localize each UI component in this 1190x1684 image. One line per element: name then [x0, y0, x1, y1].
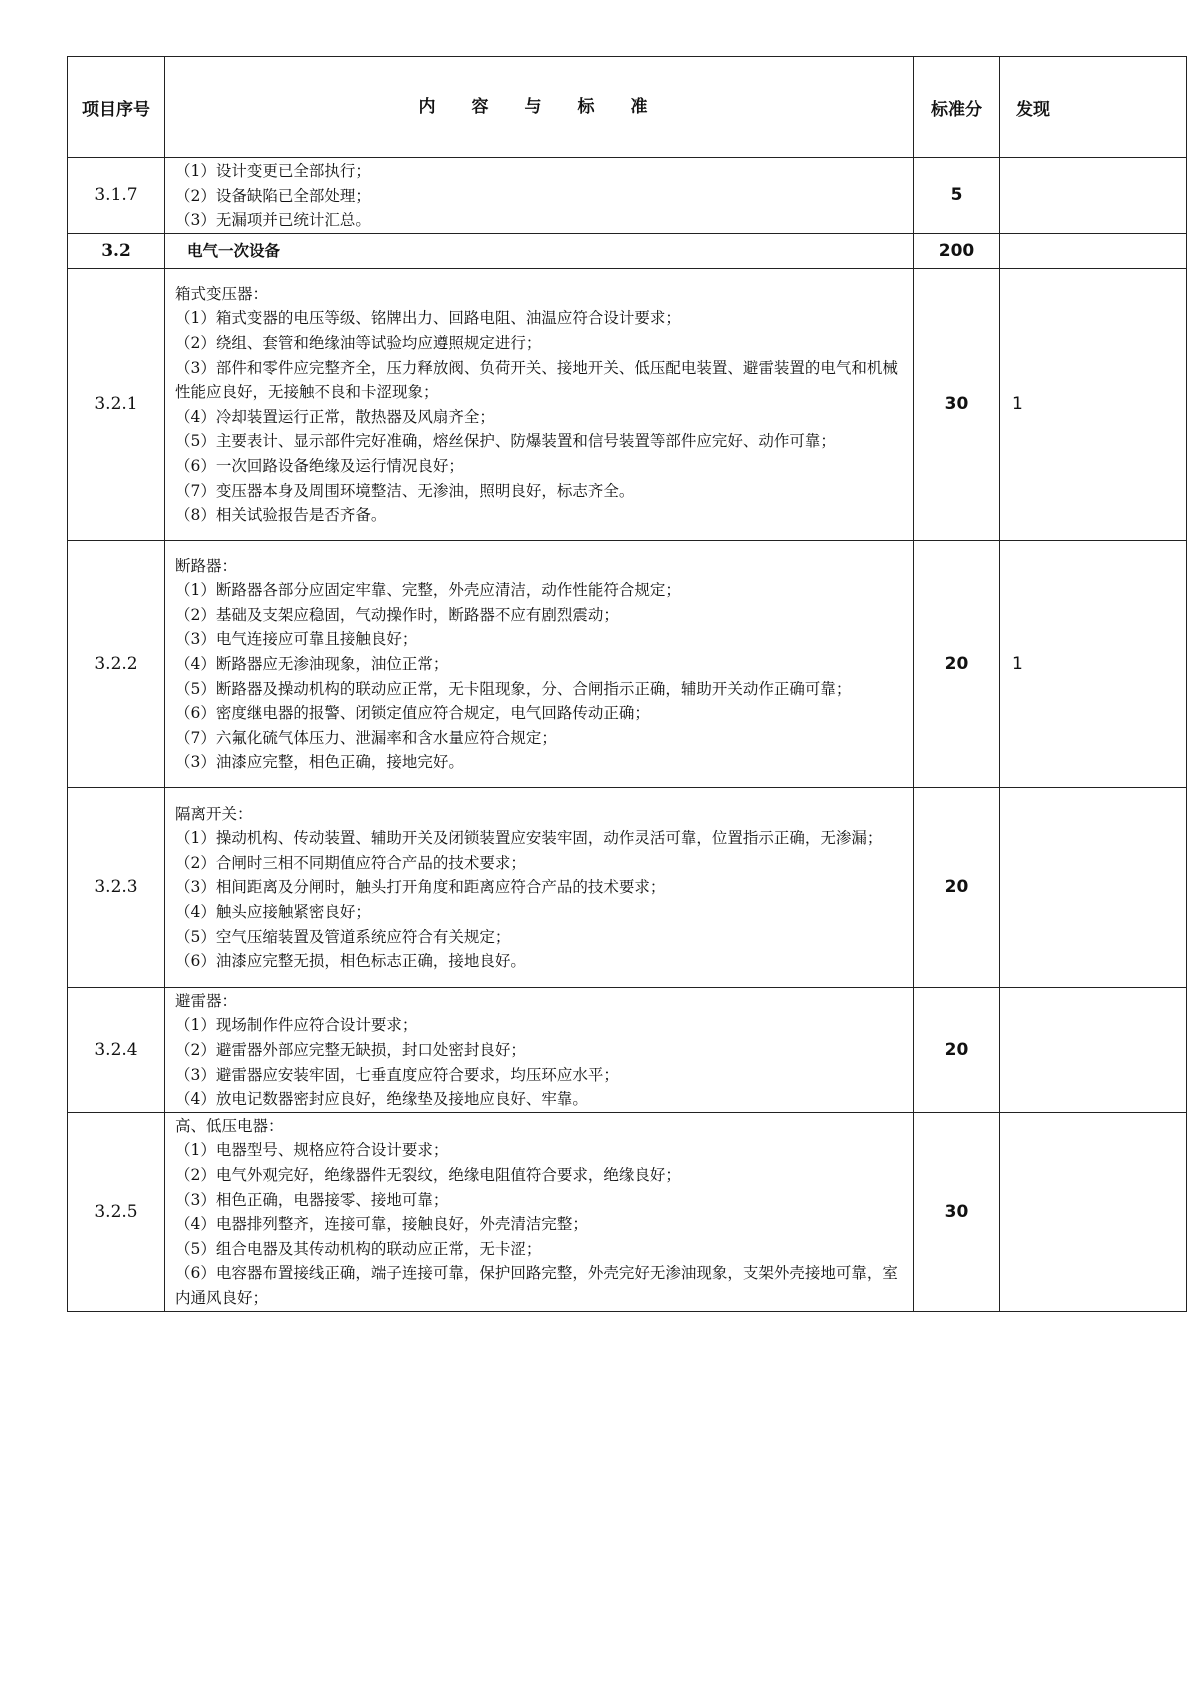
content-line: （5）空气压缩装置及管道系统应符合有关规定；: [175, 927, 511, 946]
content-line: 隔离开关：: [175, 804, 253, 823]
content-line: （5）主要表计、显示部件完好准确，熔丝保护、防爆装置和信号装置等部件应完好、动作可靠；: [175, 432, 836, 451]
item-number-cell: 3.2.4: [68, 987, 165, 1112]
content-cell: [165, 268, 914, 540]
content-cell: [165, 1112, 914, 1311]
content-line: （8）相关试验报告是否齐备。: [175, 506, 387, 525]
content-line: （5）组合电器及其传动机构的联动应正常，无卡涩；: [175, 1239, 542, 1258]
content-line: （2）避雷器外部应完整无缺损，封口处密封良好；: [175, 1040, 526, 1059]
table-row: [68, 158, 1187, 234]
content-line: （3）避雷器应安装牢固，七垂直度应符合要求，均压环应水平；: [175, 1065, 619, 1084]
content-line: （1）箱式变器的电压等级、铭牌出力、回路电阻、油温应符合设计要求；: [175, 309, 681, 328]
table-body: [68, 158, 1187, 1312]
table-row: [68, 787, 1187, 987]
table-row: [68, 987, 1187, 1112]
content-line: 避雷器：: [175, 991, 238, 1010]
table-row: [68, 1112, 1187, 1311]
content-line: （7）六氟化硫气体压力、泄漏率和含水量应符合规定；: [175, 728, 557, 747]
found-cell: 1: [1000, 540, 1187, 787]
item-number-cell: 3.2.2: [68, 540, 165, 787]
content-cell: [165, 787, 914, 987]
content-line: （1）电器型号、规格应符合设计要求；: [175, 1141, 449, 1160]
item-number-cell: 3.2.1: [68, 268, 165, 540]
item-number-cell: 3.2: [68, 233, 165, 268]
content-line: 高、低压电器：: [175, 1116, 284, 1135]
content-line: （6）一次回路设备绝缘及运行情况良好；: [175, 456, 464, 475]
content-cell: [165, 233, 914, 268]
content-line: （7）变压器本身及周围环境整洁、无渗油，照明良好，标志齐全。: [175, 481, 635, 500]
content-line: （4）断路器应无渗油现象，油位正常；: [175, 654, 449, 673]
inspection-table: [67, 56, 1187, 1312]
content-line: （4）电器排列整齐，连接可靠，接触良好，外壳清洁完整；: [175, 1215, 588, 1234]
section-row: [68, 233, 1187, 268]
found-cell: [1000, 158, 1187, 234]
content-line: （1）现场制作件应符合设计要求；: [175, 1016, 418, 1035]
content-line: 箱式变压器：: [175, 284, 269, 303]
item-number-cell: 3.2.5: [68, 1112, 165, 1311]
content-line: （3）部件和零件应完整齐全，压力释放阀、负荷开关、接地开关、低压配电装置、避雷装置的电气和机械性能应良好，无接触不良和卡涩现象；: [175, 358, 898, 402]
content-line: （3）油漆应完整，相色正确，接地完好。: [175, 753, 464, 772]
item-number-cell: 3.2.3: [68, 787, 165, 987]
inspection-table-sheet: [67, 56, 1050, 1318]
content-line: 电气一次设备: [187, 241, 281, 260]
content-line: （2）绕组、套管和绝缘油等试验均应遵照规定进行；: [175, 334, 542, 352]
content-line: （1）断路器各部分应固定牢靠、完整，外壳应清洁，动作性能符合规定；: [175, 581, 681, 600]
content-line: （1）设计变更已全部执行；: [175, 162, 371, 180]
content-line: （2）合闸时三相不同期值应符合产品的技术要求；: [175, 853, 526, 872]
content-line: （6）电容器布置接线正确，端子连接可靠，保护回路完整，外壳完好无渗油现象，支架外壳接地可靠，室内通风良好；: [175, 1264, 898, 1307]
standard-score-cell: 20: [914, 787, 1000, 987]
found-cell: [1000, 1112, 1187, 1311]
table-row: [68, 540, 1187, 787]
standard-score-cell: 5: [914, 158, 1000, 234]
content-line: （4）触头应接触紧密良好；: [175, 903, 371, 922]
content-line: （2）基础及支架应稳固，气动操作时，断路器不应有剧烈震动；: [175, 605, 619, 624]
table-header-row: [68, 57, 1187, 158]
content-line: （2）电气外观完好，绝缘器件无裂纹，绝缘电阻值符合要求，绝缘良好；: [175, 1165, 681, 1184]
content-line: 断路器：: [175, 556, 238, 575]
table-row: [68, 268, 1187, 540]
content-line: （3）无漏项并已统计汇总。: [175, 211, 371, 230]
header-content: 内容与标准: [165, 57, 914, 158]
standard-score-cell: 200: [914, 233, 1000, 268]
content-line: （4）放电记数器密封应良好，绝缘垫及接地应良好、牢靠。: [175, 1090, 588, 1109]
content-line: （2）设备缺陷已全部处理；: [175, 186, 371, 205]
found-cell: [1000, 987, 1187, 1112]
header-item-no: 项目序号: [68, 57, 165, 158]
found-cell: [1000, 233, 1187, 268]
item-number-cell: 3.1.7: [68, 158, 165, 234]
content-line: （1）操动机构、传动装置、辅助开关及闭锁装置应安装牢固，动作灵活可靠，位置指示正确，无渗漏；: [175, 829, 883, 848]
content-cell: [165, 540, 914, 787]
standard-score-cell: 30: [914, 1112, 1000, 1311]
standard-score-cell: 20: [914, 540, 1000, 787]
standard-score-cell: 20: [914, 987, 1000, 1112]
found-cell: [1000, 787, 1187, 987]
content-cell: [165, 158, 914, 234]
content-line: （3）电气连接应可靠且接触良好；: [175, 630, 418, 649]
standard-score-cell: 30: [914, 268, 1000, 540]
found-cell: 1: [1000, 268, 1187, 540]
content-cell: [165, 987, 914, 1112]
header-standard-score: 标准分: [914, 57, 1000, 158]
header-found: 发现: [1000, 57, 1187, 158]
content-line: （3）相色正确，电器接零、接地可靠；: [175, 1190, 449, 1209]
content-line: （6）密度继电器的报警、闭锁定值应符合规定，电气回路传动正确；: [175, 704, 650, 723]
content-line: （4）冷却装置运行正常，散热器及风扇齐全；: [175, 407, 495, 426]
content-line: （6）油漆应完整无损，相色标志正确，接地良好。: [175, 952, 526, 971]
content-line: （5）断路器及操动机构的联动应正常，无卡阻现象，分、合闸指示正确，辅助开关动作正确可靠；: [175, 679, 852, 698]
content-line: （3）相间距离及分闸时，触头打开角度和距离应符合产品的技术要求；: [175, 878, 666, 897]
